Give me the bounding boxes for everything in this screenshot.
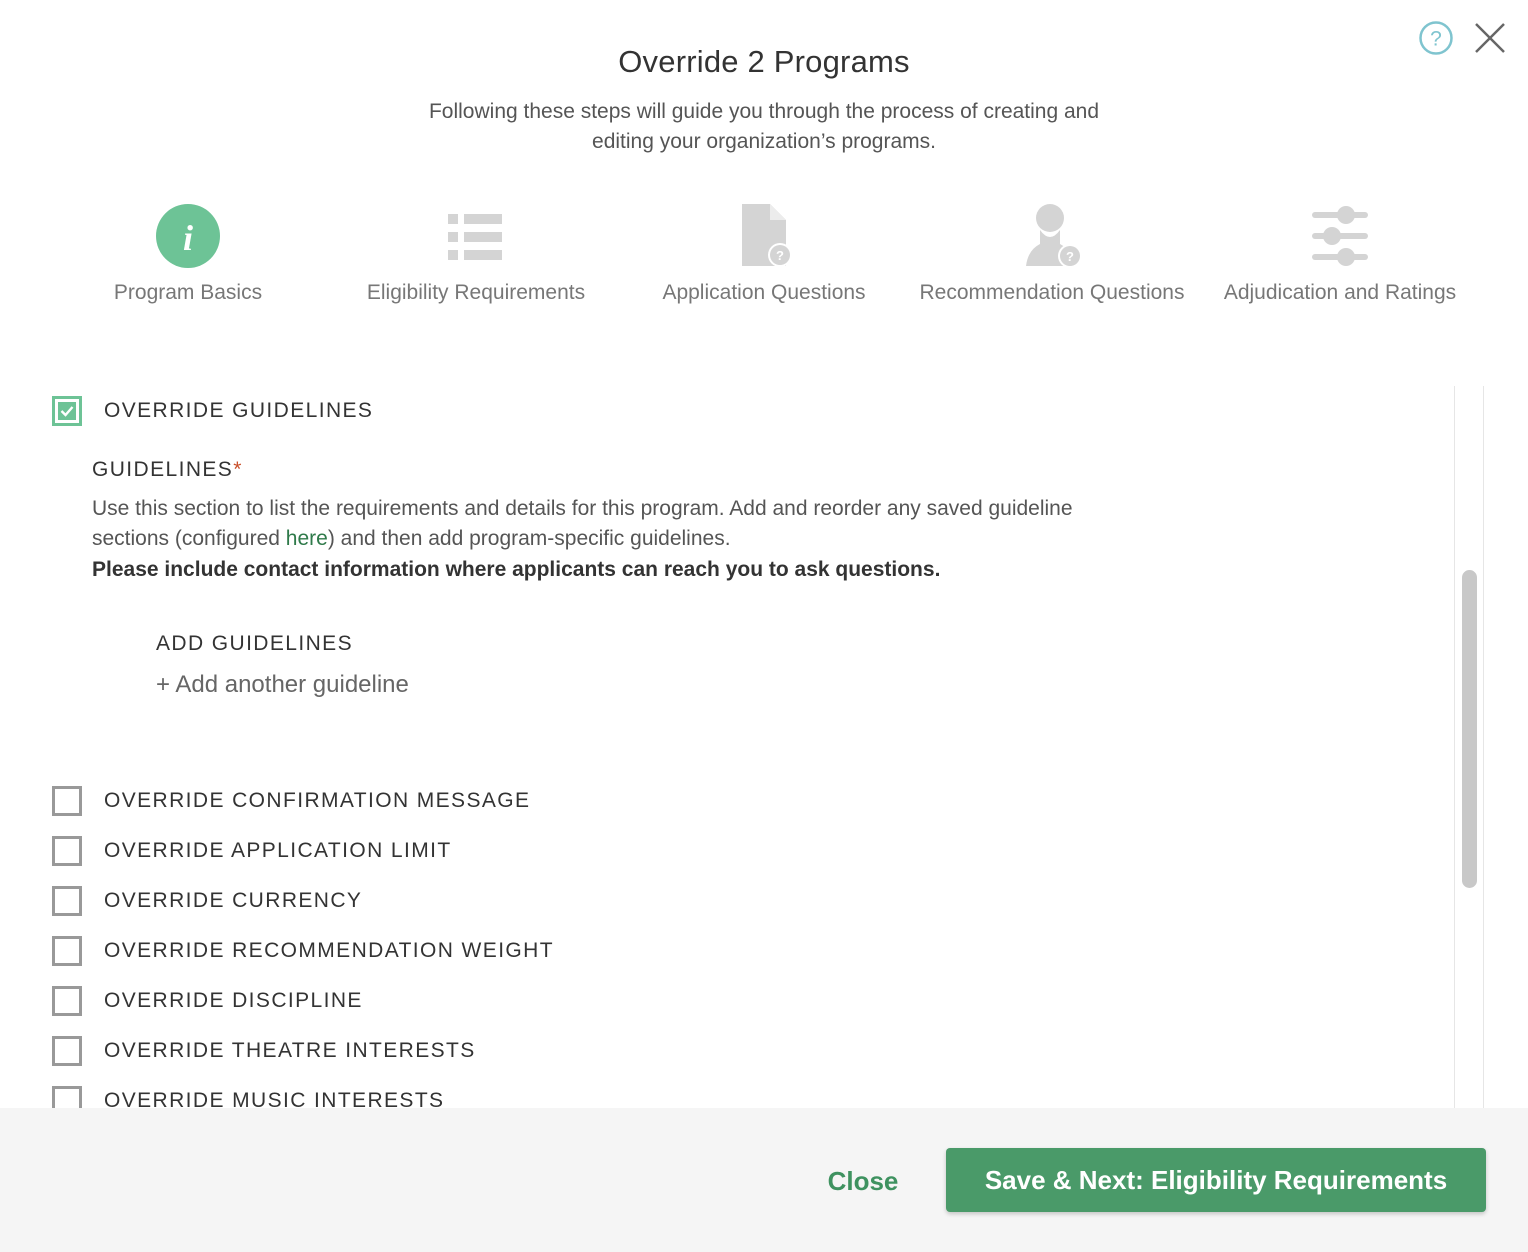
override-application-limit-checkbox[interactable] [52,836,452,866]
configured-guidelines-link[interactable]: here [285,527,328,550]
person-question-icon [1018,200,1086,268]
checkbox[interactable] [52,886,82,916]
step-label: Application Questions [662,281,866,304]
required-marker: * [233,458,243,481]
step-adjudication-ratings[interactable] [1196,200,1484,304]
modal-title: Override 2 Programs [618,44,910,79]
checkmark-icon [60,405,74,417]
checkbox-label: OVERRIDE GUIDELINES [104,399,374,422]
checkbox[interactable] [52,836,82,866]
checkbox-label: OVERRIDE APPLICATION LIMIT [104,839,452,862]
checkbox[interactable] [52,936,82,966]
guidelines-title: GUIDELINES* [92,458,243,481]
svg-text:?: ? [776,248,784,263]
checkbox-label: OVERRIDE DISCIPLINE [104,989,363,1012]
checkbox[interactable] [52,1036,82,1066]
svg-text:?: ? [1430,27,1442,51]
checkbox-label: OVERRIDE CURRENCY [104,889,363,912]
guidelines-description: Use this section to list the requirements and details for this program. Add and reorder any saved guideline sections (configured here) and then add program-specific guidelines. [92,497,1073,550]
modal-footer [0,1108,1528,1252]
override-music-interests-checkbox[interactable] [52,1086,444,1108]
step-label: Adjudication and Ratings [1223,281,1457,304]
checkbox-label: OVERRIDE RECOMMENDATION WEIGHT [104,939,554,962]
sliders-icon [1306,200,1374,268]
checkbox[interactable] [52,786,82,816]
close-button[interactable]: Close [808,1164,918,1198]
scrollbar-thumb[interactable] [1462,570,1477,888]
scrollbar-track[interactable] [1454,386,1484,1108]
checkbox-label: OVERRIDE MUSIC INTERESTS [104,1089,445,1108]
step-label: Recommendation Questions [919,281,1185,304]
override-theatre-interests-checkbox[interactable] [52,1036,476,1066]
document-question-icon [730,200,798,268]
contact-info-note: Please include contact information where applicants can reach you to ask questions. [92,558,941,581]
override-currency-checkbox[interactable] [52,886,362,916]
modal-subtitle: Following these steps will guide you through the process of creating and editing your organization’s programs. [428,100,1100,153]
info-icon [154,200,222,268]
step-eligibility-requirements[interactable] [332,200,620,304]
step-label: Eligibility Requirements [366,281,586,304]
form-scroll-area[interactable] [0,386,1484,1108]
checkbox-label: OVERRIDE THEATRE INTERESTS [104,1039,476,1062]
svg-text:i: i [182,218,194,258]
checkbox-label: OVERRIDE CONFIRMATION MESSAGE [104,789,531,812]
checkbox-checked[interactable] [52,396,82,426]
svg-text:?: ? [1066,249,1074,264]
add-guidelines-title: ADD GUIDELINES [156,632,353,655]
save-next-button[interactable]: Save & Next: Eligibility Requirements [946,1148,1486,1212]
checkbox[interactable] [52,986,82,1016]
step-program-basics[interactable] [44,200,332,304]
add-another-guideline-link[interactable]: + Add another guideline [156,671,409,698]
override-discipline-checkbox[interactable] [52,986,363,1016]
checkbox[interactable] [52,1086,82,1108]
override-confirmation-message-checkbox[interactable] [52,786,530,816]
override-guidelines-checkbox[interactable] [52,396,373,426]
step-label: Program Basics [113,281,263,304]
step-recommendation-questions[interactable] [908,200,1196,304]
list-icon [442,200,510,268]
step-application-questions[interactable] [620,200,908,304]
override-recommendation-weight-checkbox[interactable] [52,936,554,966]
wizard-steps [44,200,1484,340]
